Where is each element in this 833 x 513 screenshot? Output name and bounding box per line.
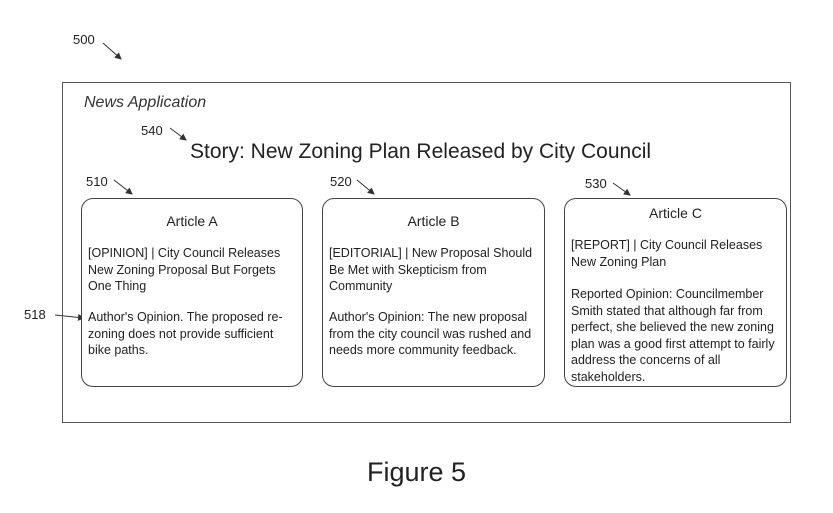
article-headline: [OPINION] | City Council Releases New Zoning Proposal But Forgets One Thing	[88, 246, 281, 293]
ref-number-500: 500	[73, 32, 95, 47]
story-title: Story: New Zoning Plan Released by City Council	[190, 140, 652, 163]
article-card-c[interactable]	[564, 198, 787, 387]
app-title: News Application	[84, 94, 207, 111]
ref-number-518: 518	[24, 307, 46, 322]
article-card-b[interactable]	[322, 198, 545, 387]
article-card-a[interactable]	[81, 198, 303, 387]
figure-caption: Figure 5	[366, 457, 467, 487]
article-opinion: Author's Opinion. The proposed re-zoning does not provide sufficient bike paths.	[88, 310, 283, 357]
ref-number-530: 530	[585, 176, 607, 191]
article-opinion: Author's Opinion: The new proposal from the city council was rushed and needs more community feedback.	[329, 310, 532, 357]
article-title: Article B	[407, 213, 460, 229]
ref-number-520: 520	[330, 174, 352, 189]
ref-number-510: 510	[86, 174, 108, 189]
article-title: Article C	[649, 205, 702, 221]
article-opinion: Reported Opinion: Councilmember Smith stated that although far from perfect, she believed the new zoning plan was a good first attempt to fairly address the concerns of all stakeholders.	[571, 287, 775, 384]
leader-500	[103, 43, 121, 59]
article-headline: [REPORT] | City Council Releases New Zoning Plan	[571, 238, 763, 269]
ref-number-540: 540	[141, 123, 163, 138]
article-headline: [EDITORIAL] | New Proposal Should Be Met with Skepticism from Community	[329, 246, 533, 293]
article-title: Article A	[166, 213, 218, 229]
